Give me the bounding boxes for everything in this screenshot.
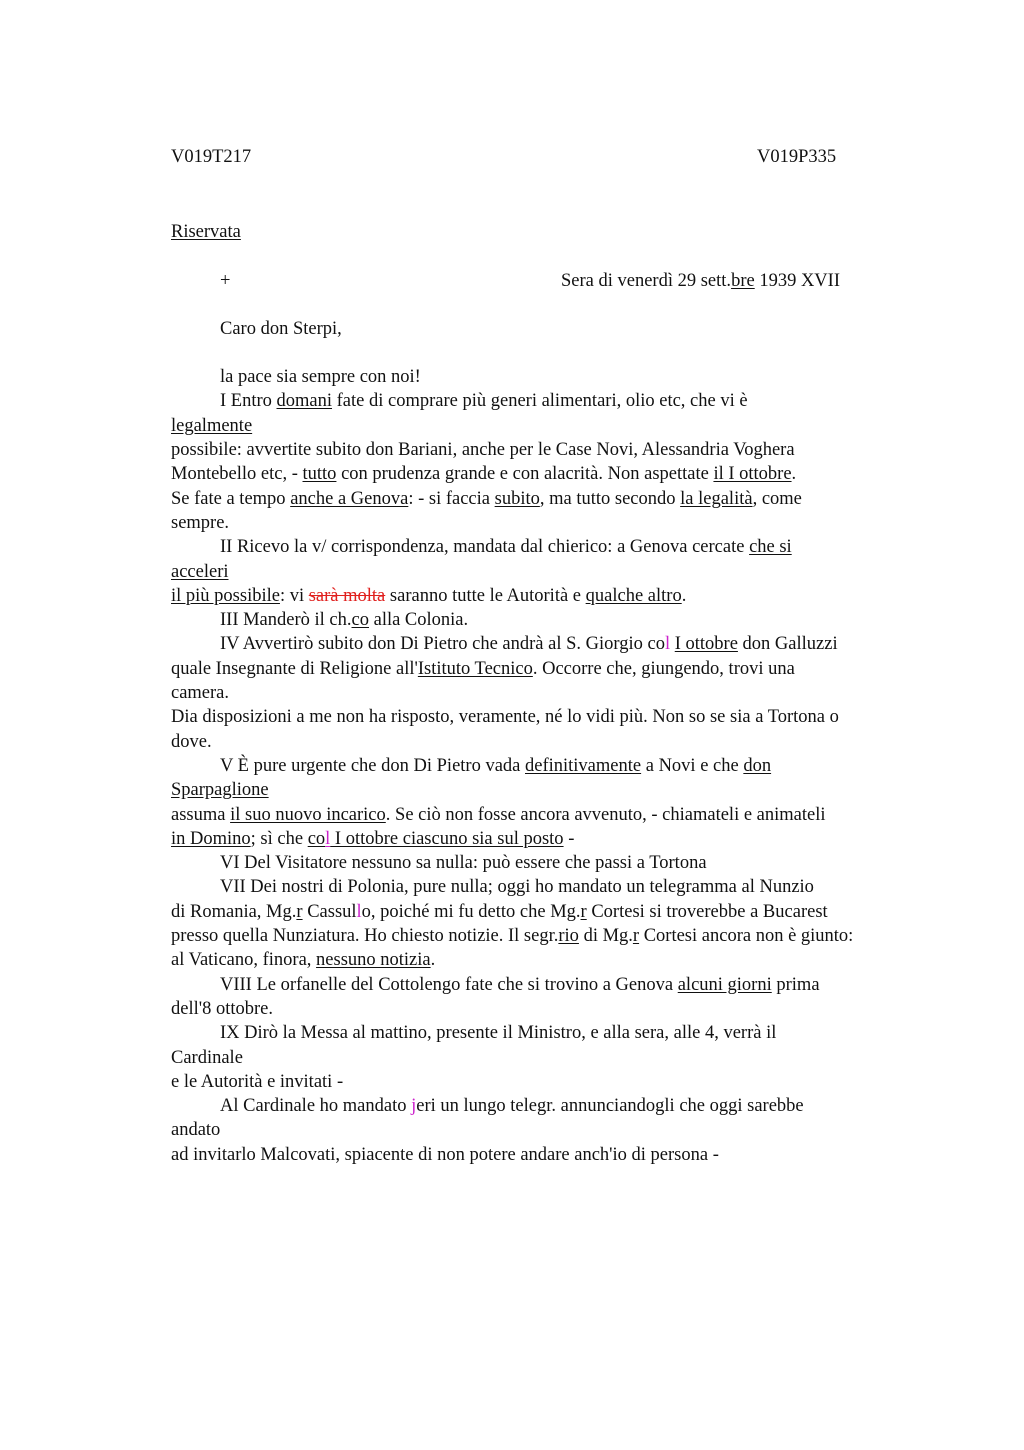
letter-document [171, 145, 951, 1167]
paragraph-6: VI Del Visitatore nessuno sa nulla: può essere che passi a Tortona [220, 853, 707, 874]
paragraph-2: II Ricevo la v/ corrispondenza, mandata dal chierico: a Genova cercate che si acceleri il più possibile: vi sarà molta saranno tutte le Autorità e qualche altro. [171, 537, 792, 606]
paragraph-5: V È pure urgente che don Di Pietro vada definitivamente a Novi e che don Sparpaglione assuma il suo nuovo incarico. Se ciò non fosse ancora avvenuto, - chiamateli e animateli in Domino; sì che col I ottobre ciascuno sia sul posto - [171, 755, 826, 849]
paragraph-10: Al Cardinale ho mandato jeri un lungo telegr. annunciandogli che oggi sarebbe andato ad invitarlo Malcovati, spiacente di non potere andare anch'io di persona - [171, 1096, 804, 1165]
inserted-letter: j [411, 1096, 417, 1117]
reserved-label: Riservata [171, 222, 241, 243]
inserted-letter: l [664, 634, 671, 655]
paragraph-7: VII Dei nostri di Polonia, pure nulla; oggi ho mandato un telegramma al Nunzio di Romania, Mg.r Cassullo, poiché mi fu detto che Mg.r Cortesi si troverebbe a Bucarest presso quella Nunziatura. Ho chiesto notizie. Il segr.rio di Mg.r Cortesi ancora non è giunto: al Vaticano, finora, nessuno notizia. [171, 877, 854, 971]
paragraph-4: IV Avvertirò subito don Di Pietro che andrà al S. Giorgio col I ottobre don Galluzzi quale Insegnante di Religione all'Istituto Tecnico. Occorre che, giungendo, trovi una camera. Dia disposizioni a me non ha risposto, veramente, né lo vidi più. Non so se sia a Tortona o dove. [171, 634, 839, 752]
paragraph-8: VIII Le orfanelle del Cottolengo fate che si trovino a Genova alcuni giorni prima dell'8 ottobre. [171, 974, 820, 1019]
greeting-line: la pace sia sempre con noi! [220, 367, 421, 388]
date-text: Sera di venerdì 29 sett.bre 1939 XVII [561, 270, 840, 291]
cross-mark: + [220, 270, 231, 291]
dateline [171, 269, 951, 293]
inserted-letter: l [325, 828, 331, 849]
document-code-left: V019T217 [171, 147, 252, 167]
salutation: Caro don Sterpi, [220, 318, 342, 339]
reserved-heading [171, 220, 951, 244]
header-codes [171, 145, 951, 169]
paragraph-1: I Entro domani fate di comprare più generi alimentari, olio etc, che vi è legalmente possibile: avvertite subito don Bariani, anche per le Case Novi, Alessandria Voghera Montebello etc, - tutto con prudenza grande e con alacrità. Non aspettate il I ottobre. Se fate a tempo anche a Genova: - si faccia subito, ma tutto secondo la legalità, come sempre. [171, 391, 802, 533]
paragraph-3: III Manderò il ch.co alla Colonia. [220, 610, 469, 631]
paragraph-9: IX Dirò la Messa al mattino, presente il Ministro, e alla sera, alle 4, verrà il Cardinale e le Autorità e invitati - [171, 1023, 777, 1092]
struck-text: sarà molta [308, 585, 386, 606]
document-code-right: V019P335 [757, 147, 837, 167]
inserted-letter: l [356, 901, 362, 922]
